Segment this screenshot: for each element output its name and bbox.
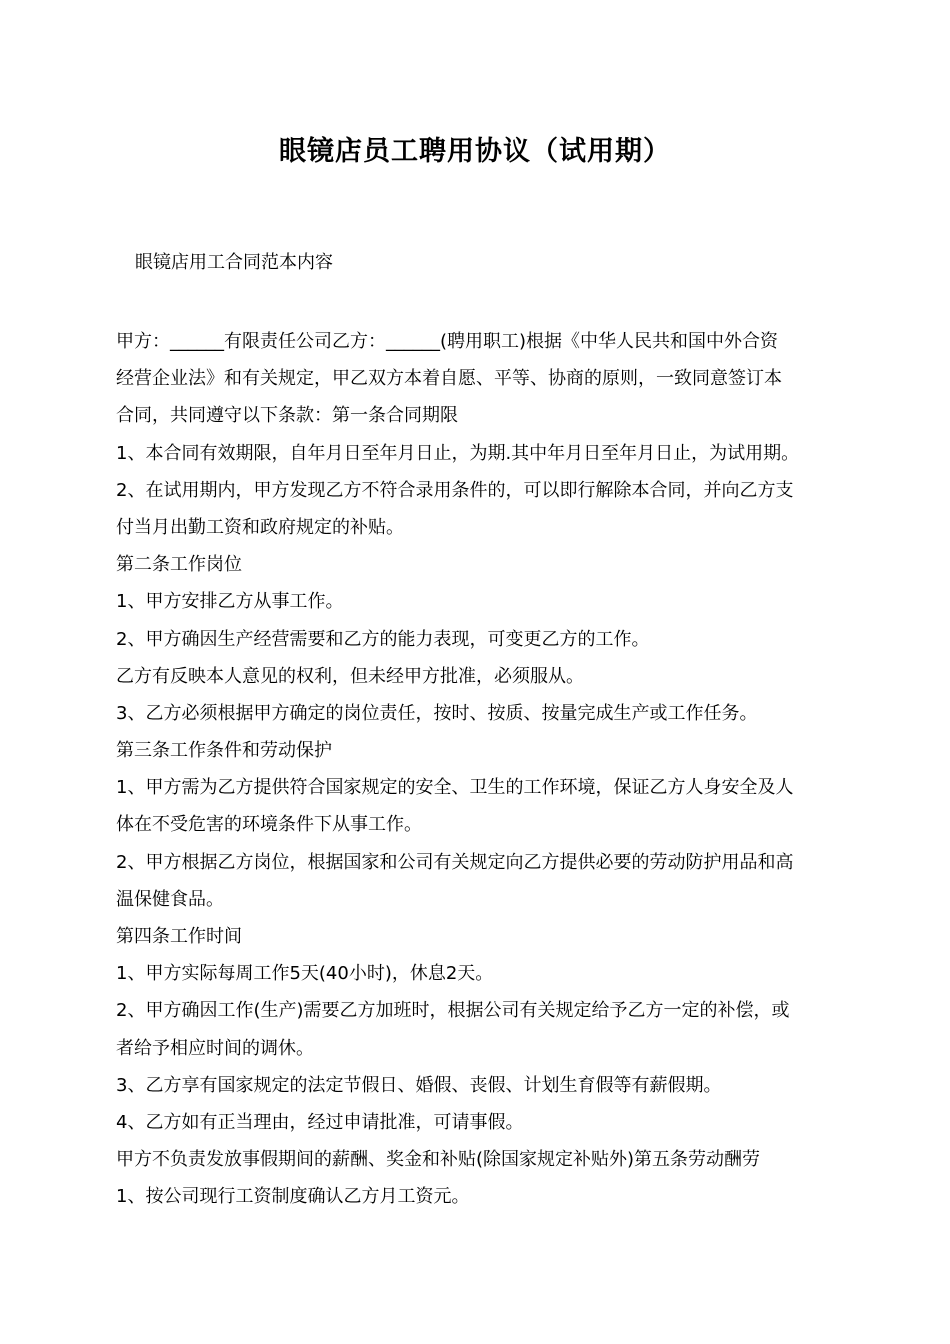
body-line: 1、甲方需为乙方提供符合国家规定的安全、卫生的工作环境，保证乙方人身安全及人 (116, 777, 794, 799)
body-line: 者给予相应时间的调休。 (116, 1037, 314, 1059)
body-line: 合同，共同遵守以下条款：第一条合同期限 (116, 405, 458, 427)
body-line: 甲方：______有限责任公司乙方：______(聘用职工)根据《中华人民共和国中外合资 (116, 331, 779, 352)
body-line: 1、本合同有效期限，自年月日至年月日止，为期.其中年月日至年月日止，为试用期。 (116, 442, 800, 464)
body-line: 1、按公司现行工资制度确认乙方月工资元。 (116, 1186, 470, 1208)
section-heading: 第四条工作时间 (116, 926, 242, 947)
body-line: 2、甲方根据乙方岗位，根据国家和公司有关规定向乙方提供必要的劳动防护用品和高 (116, 851, 794, 873)
document-title: 眼镜店员工聘用协议（试用期） (279, 136, 671, 167)
body-line: 甲方不负责发放事假期间的薪酬、奖金和补贴(除国家规定补贴外)第五条劳动酬劳 (116, 1149, 761, 1171)
body-line: 4、乙方如有正当理由，经过申请批准，可请事假。 (116, 1111, 524, 1133)
body-line: 体在不受危害的环境条件下从事工作。 (116, 814, 422, 836)
body-line: 2、甲方确因工作(生产)需要乙方加班时，根据公司有关规定给予乙方一定的补偿，或 (116, 1000, 790, 1022)
body-line: 付当月出勤工资和政府规定的补贴。 (116, 516, 404, 538)
body-line: 1、甲方实际每周工作5天(40小时)，休息2天。 (116, 963, 494, 985)
section-heading: 第三条工作条件和劳动保护 (116, 740, 332, 762)
body-line: 经营企业法》和有关规定，甲乙双方本着自愿、平等、协商的原则，一致同意签订本 (116, 368, 782, 390)
body-line: 2、在试用期内，甲方发现乙方不符合录用条件的，可以即行解除本合同，并向乙方支 (116, 479, 794, 501)
section-heading: 第二条工作岗位 (116, 554, 242, 576)
document-body (116, 323, 840, 1216)
body-line: 乙方有反映本人意见的权利，但未经甲方批准，必须服从。 (116, 665, 584, 687)
body-line: 温保健食品。 (116, 888, 224, 910)
body-line: 1、甲方安排乙方从事工作。 (116, 591, 344, 613)
body-line: 3、乙方享有国家规定的法定节假日、婚假、丧假、计划生育假等有薪假期。 (116, 1074, 722, 1096)
document-subtitle: 眼镜店用工合同范本内容 (135, 252, 333, 273)
body-line: 3、乙方必须根据甲方确定的岗位责任，按时、按质、按量完成生产或工作任务。 (116, 702, 758, 724)
body-line: 2、甲方确因生产经营需要和乙方的能力表现，可变更乙方的工作。 (116, 628, 650, 650)
